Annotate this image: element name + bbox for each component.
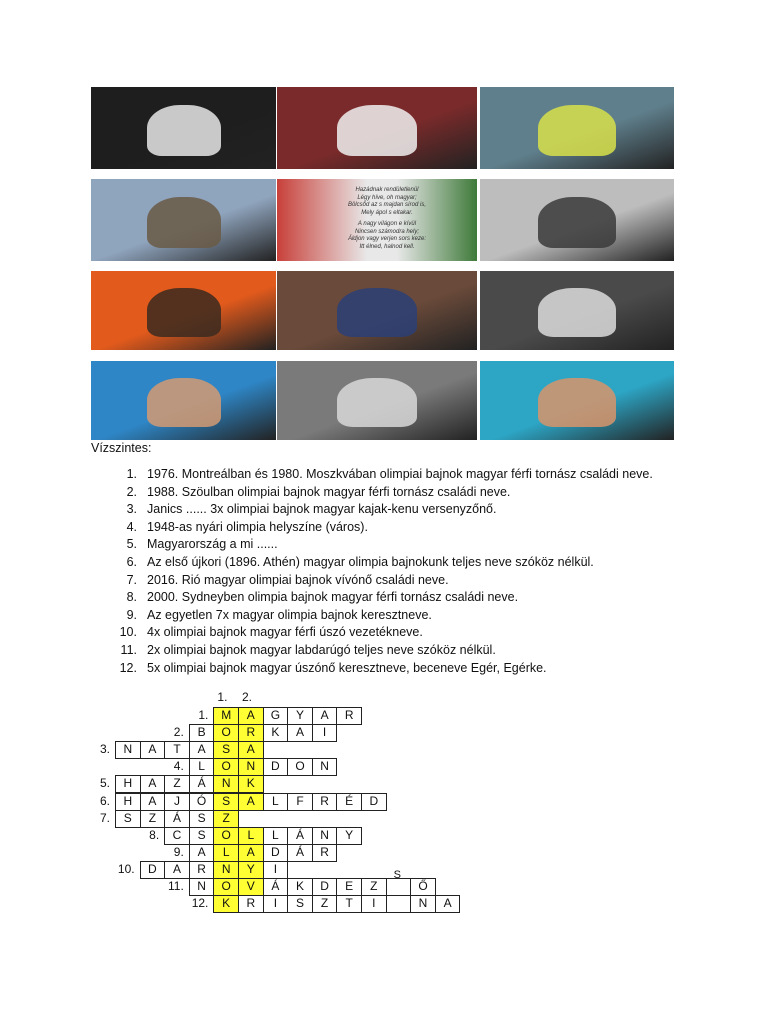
grid-cell[interactable]: Z (361, 878, 387, 896)
grid-cell[interactable]: I (263, 895, 289, 913)
clue-item (113, 607, 713, 625)
clue-item (113, 519, 713, 537)
photo-subject (147, 288, 221, 337)
grid-cell[interactable]: R (189, 861, 215, 879)
row-number: 10. (117, 861, 135, 876)
grid-cell[interactable]: S (213, 741, 239, 759)
clue-number: 6. (126, 554, 137, 569)
clue-list (113, 466, 713, 677)
photo-subject (337, 105, 417, 156)
row-number: 2. (173, 725, 184, 740)
grid-cell[interactable]: Ő (410, 878, 436, 896)
grid-cell[interactable]: T (336, 895, 362, 913)
grid-cell[interactable]: T (164, 741, 190, 759)
clue-number: 2. (126, 484, 137, 499)
grid-cell[interactable]: Á (287, 844, 313, 862)
clue-number: 7. (126, 572, 137, 587)
grid-cell[interactable]: A (238, 793, 264, 811)
grid-cell[interactable]: N (213, 775, 239, 793)
photo-subject (538, 105, 616, 156)
grid-cell[interactable]: Z (213, 810, 239, 828)
grid-cell[interactable]: S (213, 793, 239, 811)
clue-text: Az első újkori (1896. Athén) magyar olimpia bajnokunk teljes neve szóköz nélkül. (147, 554, 594, 569)
clue-text: Az egyetlen 7x magyar olimpia bajnok keresztneve. (147, 607, 432, 622)
clue-number: 9. (126, 607, 137, 622)
grid-cell[interactable]: É (336, 793, 362, 811)
grid-cell[interactable]: K (238, 775, 264, 793)
clue-text: 1988. Szöulban olimpiai bajnok magyar férfi tornász családi neve. (147, 484, 511, 499)
clue-text: 1976. Montreálban és 1980. Moszkvában olimpiai bajnok magyar férfi tornász családi neve. (147, 467, 653, 481)
grid-cell[interactable]: R (238, 895, 264, 913)
anthem-line: Légy híve, oh magyar; (357, 194, 417, 201)
grid-cell[interactable]: V (238, 878, 264, 896)
grid-cell[interactable]: L (238, 827, 264, 845)
photo-pommel-horse-1 (91, 87, 276, 169)
grid-cell[interactable]: K (213, 895, 239, 913)
grid-cell[interactable]: N (213, 861, 239, 879)
photo-subject (147, 105, 221, 156)
grid-cell[interactable]: E (336, 878, 362, 896)
clue-text: 2016. Rió magyar olimpiai bajnok vívónő családi neve. (147, 572, 449, 587)
grid-cell[interactable]: A (238, 707, 264, 725)
row-number: 7. (99, 810, 110, 825)
grid-cell[interactable]: A (140, 741, 166, 759)
grid-cell[interactable]: D (312, 878, 338, 896)
photo-london (91, 179, 276, 261)
grid-cell[interactable]: Ó (189, 793, 215, 811)
column-number: 1. (217, 689, 228, 704)
photo-subject (147, 378, 221, 427)
clue-number: 4. (126, 519, 137, 534)
grid-cell[interactable]: D (140, 861, 166, 879)
grid-cell[interactable]: R (312, 793, 338, 811)
grid-cell[interactable]: Á (164, 810, 190, 828)
clue-number: 10. (119, 625, 137, 640)
grid-cell[interactable]: O (287, 758, 313, 776)
grid-cell[interactable]: S (287, 895, 313, 913)
photo-swimmer-woman (480, 361, 674, 440)
grid-cell[interactable]: N (189, 878, 215, 896)
grid-cell[interactable]: Á (189, 775, 215, 793)
grid-cell[interactable]: Y (287, 707, 313, 725)
clue-number: 11. (120, 642, 137, 657)
photo-rings (277, 271, 477, 350)
anthem-text (317, 187, 457, 251)
photo-portrait-medals (480, 179, 674, 261)
grid-cell[interactable]: A (189, 741, 215, 759)
section-label: Vízszintes: (91, 441, 152, 455)
photo-swimmer-man (91, 361, 276, 440)
anthem-line: Itt élned, halnod kell. (359, 243, 415, 250)
clue-item (113, 536, 713, 554)
photo-anthem (277, 179, 477, 261)
grid-cell[interactable]: L (213, 844, 239, 862)
grid-cell[interactable]: D (263, 844, 289, 862)
clue-text: 4x olimpiai bajnok magyar férfi úszó vezetékneve. (147, 625, 423, 640)
clue-number: 3. (126, 502, 137, 517)
grid-cell[interactable]: N (238, 758, 264, 776)
row-number: 9. (173, 844, 184, 859)
grid-cell[interactable]: R (238, 724, 264, 742)
row-number: 1. (198, 708, 209, 722)
photo-fencer (480, 271, 674, 350)
clue-item (113, 589, 713, 607)
column-number: 2. (242, 689, 253, 704)
anthem-line: A nagy világon e kívül (357, 221, 417, 228)
clue-item (113, 501, 713, 519)
photo-subject (538, 378, 616, 427)
anthem-line: Áldjon vagy verjen sors keze: (347, 236, 427, 243)
clue-item (113, 484, 713, 502)
grid-cell[interactable]: S (189, 810, 215, 828)
grid-cell[interactable]: L (263, 793, 289, 811)
clue-item (113, 466, 713, 484)
row-number: 4. (173, 759, 184, 774)
grid-cell[interactable]: I (361, 895, 387, 913)
grid-cell[interactable]: O (213, 878, 239, 896)
grid-cell[interactable]: R (336, 707, 362, 725)
anthem-line: Hazádnak rendületlenül (355, 187, 419, 194)
clue-text: Janics ...... 3x olimpiai bajnok magyar kajak-kenu versenyzőnő. (147, 502, 497, 517)
photo-subject (337, 378, 417, 427)
grid-cell[interactable]: N (312, 827, 338, 845)
grid-cell[interactable]: N (312, 758, 338, 776)
photo-subject (147, 197, 221, 248)
grid-cell[interactable]: A (238, 741, 264, 759)
clue-text: 5x olimpiai bajnok magyar úszónő keresztneve, beceneve Egér, Egérke. (147, 660, 547, 675)
photo-subject (538, 197, 616, 248)
grid-cell[interactable]: O (213, 827, 239, 845)
anthem-line: Bölcsőd az s majdan sírod is, (347, 202, 427, 209)
clue-item (113, 554, 713, 572)
grid-cell[interactable]: O (213, 758, 239, 776)
grid-cell[interactable]: A (189, 844, 215, 862)
photo-subject (538, 288, 616, 337)
grid-cell[interactable] (386, 895, 412, 913)
row-number: 5. (99, 776, 110, 791)
grid-cell[interactable]: A (140, 775, 166, 793)
row-number: 3. (99, 742, 110, 757)
grid-cell[interactable]: D (263, 758, 289, 776)
clue-text: Magyarország a mi ...... (147, 537, 278, 552)
grid-cell[interactable]: K (263, 724, 289, 742)
grid-cell[interactable]: A (312, 707, 338, 725)
clue-text: 1948-as nyári olimpia helyszíne (város). (147, 519, 368, 534)
grid-cell[interactable]: Á (287, 827, 313, 845)
grid-cell[interactable]: O (213, 724, 239, 742)
clue-number: 5. (126, 537, 137, 552)
grid-cell[interactable]: N (410, 895, 436, 913)
grid-cell[interactable]: S (115, 810, 141, 828)
grid-cell[interactable]: H (115, 793, 141, 811)
anthem-line: Nincsen számodra hely; (354, 228, 420, 235)
grid-cell[interactable]: C (164, 827, 190, 845)
row-number: 8. (149, 827, 160, 842)
clue-item (113, 624, 713, 642)
clue-item (113, 660, 713, 678)
grid-cell[interactable]: R (312, 844, 338, 862)
grid-cell[interactable]: D (361, 793, 387, 811)
photo-subject (337, 288, 417, 337)
grid-cell[interactable]: M (213, 707, 239, 725)
clue-item (113, 572, 713, 590)
grid-cell[interactable]: A (435, 895, 461, 913)
grid-cell[interactable]: Z (164, 775, 190, 793)
grid-cell[interactable]: A (164, 861, 190, 879)
grid-cell[interactable]: S (189, 827, 215, 845)
row-number: 11. (168, 879, 184, 893)
photo-kayak (480, 87, 674, 169)
grid-cell[interactable]: Á (263, 878, 289, 896)
photo-pommel-horse-2 (277, 87, 477, 169)
extra-letter: S (393, 869, 401, 881)
grid-cell[interactable]: A (140, 793, 166, 811)
photo-footballer (277, 361, 477, 440)
row-number: 12. (191, 896, 209, 911)
grid-cell[interactable]: G (263, 707, 289, 725)
grid-cell[interactable]: B (189, 724, 215, 742)
photo-fencer-celebrating (91, 271, 276, 350)
clue-number: 1. (126, 467, 137, 481)
clue-item (113, 642, 713, 660)
grid-cell[interactable]: A (287, 724, 313, 742)
grid-cell[interactable]: N (115, 741, 141, 759)
grid-cell[interactable]: J (164, 793, 190, 811)
clue-number: 8. (126, 590, 137, 605)
grid-cell[interactable]: Z (140, 810, 166, 828)
grid-cell[interactable]: Z (312, 895, 338, 913)
grid-cell[interactable]: H (115, 775, 141, 793)
clue-text: 2000. Sydneyben olimpia bajnok magyar férfi tornász családi neve. (147, 590, 519, 605)
grid-cell[interactable]: I (312, 724, 338, 742)
anthem-line: Mely ápol s eltakar. (361, 209, 413, 216)
grid-cell[interactable]: L (189, 758, 215, 776)
grid-cell[interactable]: Y (336, 827, 362, 845)
clue-text: 2x olimpiai bajnok magyar labdarúgó teljes neve szóköz nélkül. (147, 642, 496, 657)
grid-cell[interactable]: I (263, 861, 289, 879)
grid-cell[interactable]: F (287, 793, 313, 811)
row-number: 6. (99, 793, 110, 808)
grid-cell[interactable]: Y (238, 861, 264, 879)
grid-cell[interactable]: K (287, 878, 313, 896)
grid-cell[interactable]: L (263, 827, 289, 845)
clue-number: 12. (119, 660, 137, 675)
grid-cell[interactable]: A (238, 844, 264, 862)
